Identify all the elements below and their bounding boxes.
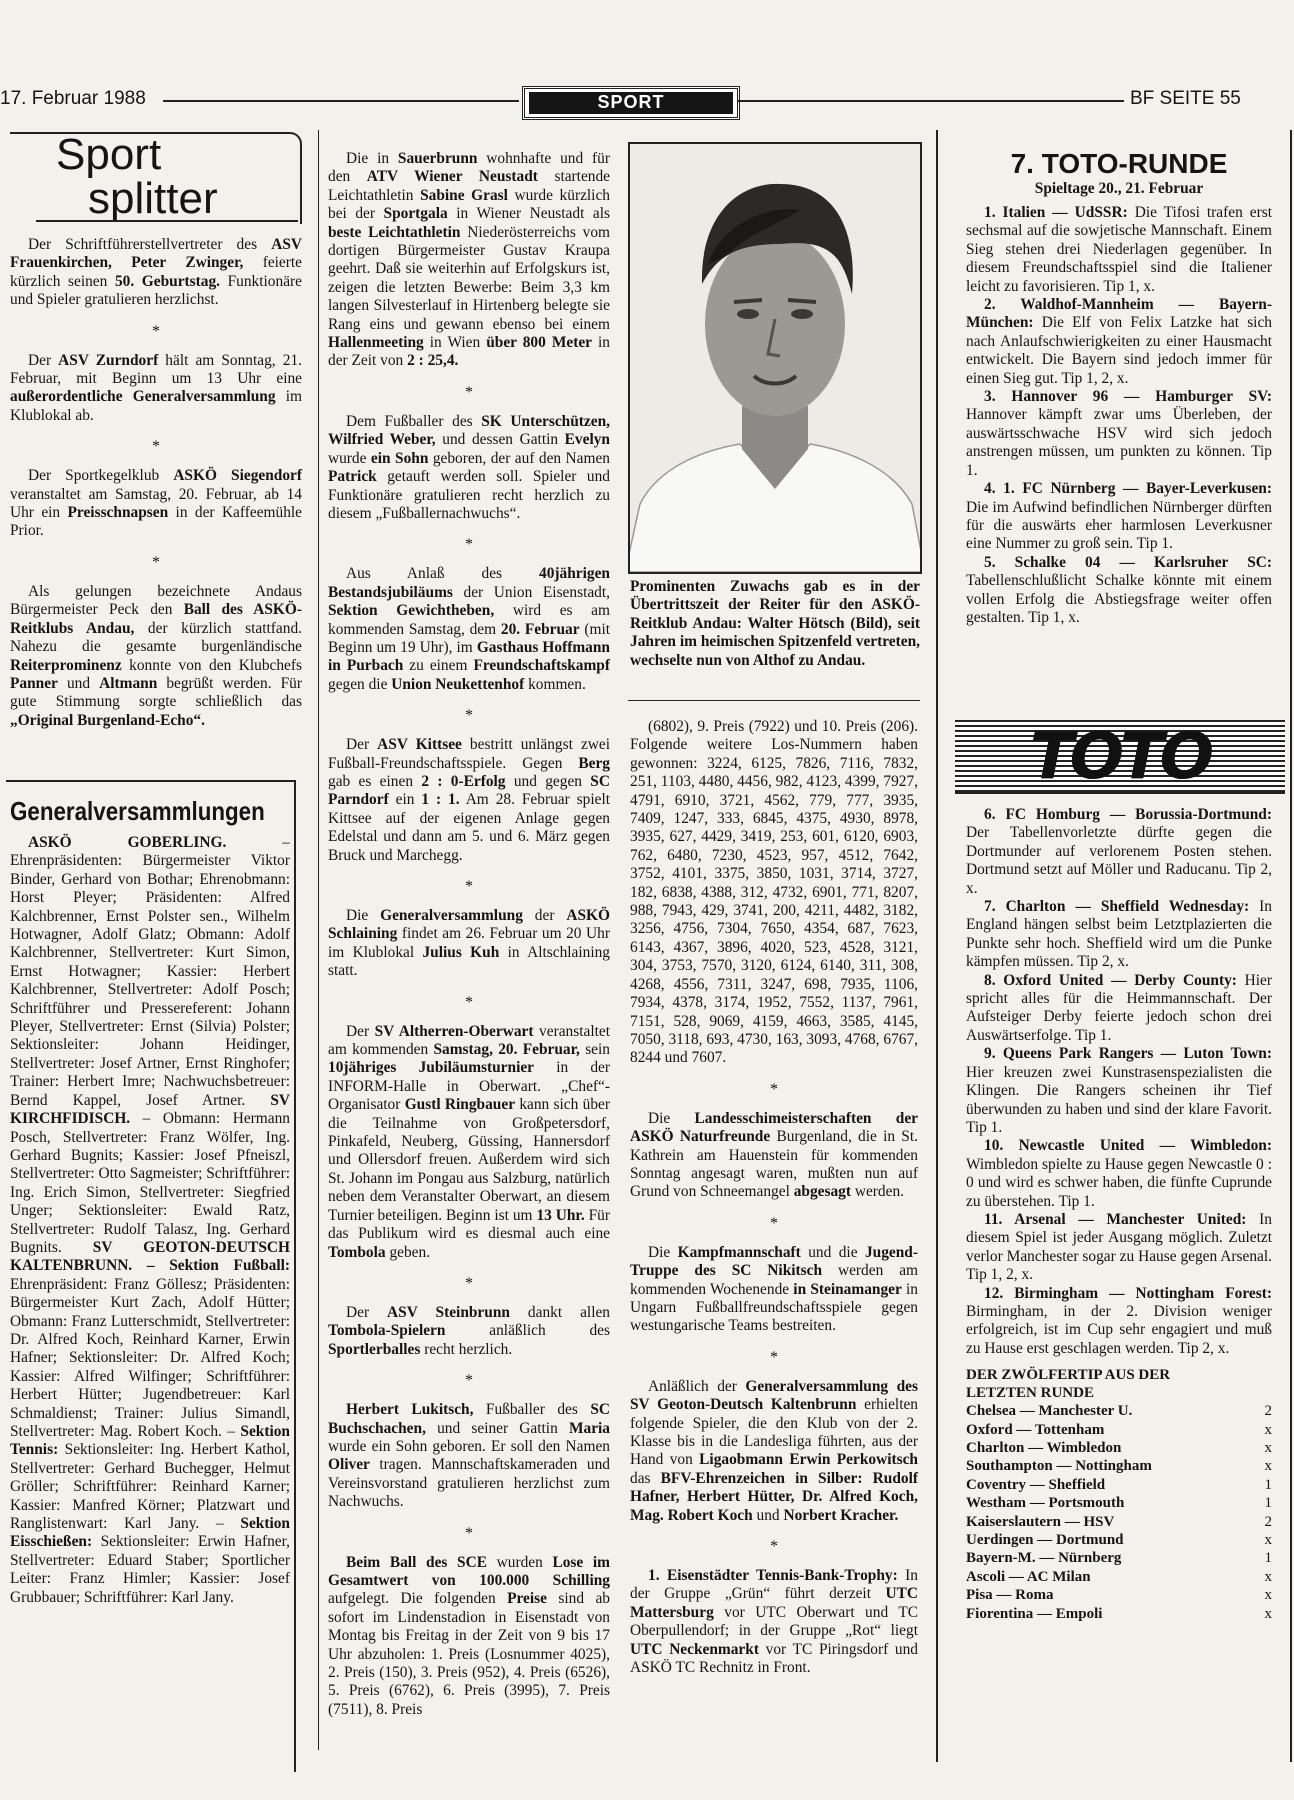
column-divider-1 xyxy=(318,130,319,1750)
sportsplitter-items xyxy=(10,236,302,730)
sportsplitter-item: Als gelungen bezeichnete Andaus Bürgermeister Peck den Ball des ASKÖ-Reitklubs Andau, der kürzlich stattfand. Nahezu die gesamte burgenländische Reiterprominenz konnte von den Klubchefs Panner und Altmann begrüßt werden. Für gute Stimmung sorgte schließlich das „Original Burgenland-Echo“. xyxy=(10,582,302,729)
news-item: Der SV Altherren-Oberwart veranstaltet am kommenden Samstag, 20. Februar, sein 10jähriges Jubiläumsturnier in der INFORM-Halle in Oberwart. „Chef“-Organisator Gustl Ringbauer kann sich über die Teilnahme von Großpetersdorf, Pinkafeld, Neuberg, Güssing, Hannersdorf und Ollersdorf freuen. Außerdem wird sich St. Johann im Pongau aus Salzburg, natürlich neben dem Veranstalter Oberwart, an diesem Turnier beteiligen. Beginn ist um 13 Uhr. Für das Publikum wird es diesmal auch eine Tombola geben. xyxy=(328,1022,611,1261)
last-round-match: Oxford — Tottenham xyxy=(966,1421,1105,1438)
sportsplitter-item: Der Schriftführerstellvertreter des ASV Frauenkirchen, Peter Zwinger, feierte kürzlich seinen 50. Geburtstag. Funktionäre und Spieler gratulieren herzlichst. xyxy=(10,236,302,309)
separator-star: * xyxy=(770,1214,778,1232)
last-round-result: x xyxy=(1264,1587,1272,1604)
last-round-row xyxy=(966,1439,1272,1457)
last-round-match: Southampton — Nottingham xyxy=(966,1458,1152,1475)
toto-game: 11. Arsenal — Manchester United: In diesem Spiel ist jeder Ausgang möglich. Zuletzt verlor Manchester sogar zu Hause gegen Arsenal. Tip 1, 2, x. xyxy=(966,1210,1272,1284)
last-round-result: 2 xyxy=(1264,1403,1272,1420)
last-round-match: Ascoli — AC Milan xyxy=(966,1568,1091,1585)
last-round-match: Bayern-M. — Nürnberg xyxy=(966,1550,1122,1567)
toto-logo: TOTO xyxy=(1029,720,1211,794)
news-item: (6802), 9. Preis (7922) und 10. Preis (206). Folgende weitere Los-Nummern haben gewonnen: 3224, 6125, 7826, 7116, 7832, 251, 1103, 4480, 4456, 982, 4123, 4399, 7927, 4791, 6910, 3721, 4562, 779, 777, 3935, 7409, 1247, 333, 6845, 4375, 4930, 8978, 3935, 627, 4429, 3419, 253, 601, 6120, 6903, 762, 6480, 7230, 4523, 957, 4512, 7642, 3752, 4101, 3375, 3850, 1031, 3714, 3727, 182, 6838, 4388, 312, 4732, 6901, 771, 8207, 988, 7943, 429, 3741, 200, 4211, 4482, 3182, 3256, 4756, 7304, 7650, 4354, 687, 7623, 6143, 4367, 3896, 4020, 523, 4528, 3121, 304, 3753, 7570, 3120, 6124, 6140, 311, 308, 4268, 4556, 7311, 3247, 698, 7935, 1106, 7934, 4378, 3174, 1952, 7552, 1137, 7961, 7151, 528, 9069, 4159, 4663, 3585, 4145, 7050, 3118, 693, 4730, 163, 3093, 4768, 6767, 8244 und 7607. xyxy=(630,718,919,1067)
toto-game: 2. Waldhof-Mannheim — Bayern-München: Die Elf von Felix Latzke hat sich nach Anlaufschwierigkeiten zu einer Hausmacht entwickelt. Die Bayern sind jedoch immer für einen Sieg gut. Tip 1, 2, x. xyxy=(966,296,1272,387)
separator-star: * xyxy=(465,1274,473,1292)
last-round-result: x xyxy=(1264,1532,1272,1549)
sportsplitter-item: Der Sportkegelklub ASKÖ Siegendorf veranstaltet am Samstag, 20. Februar, ab 14 Uhr ein Preisschnapsen in der Kaffeemühle Prior. xyxy=(10,467,302,540)
news-item: Dem Fußballer des SK Unterschützen, Wilfried Weber, und dessen Gattin Evelyn wurde ein Sohn geboren, der auf den Namen Patrick getauft werden soll. Spieler und Funktionäre gratulieren recht herzlich zu diesem „Fußballernachwuchs“. xyxy=(328,412,610,522)
last-round-row xyxy=(966,1513,1272,1531)
caption-rule xyxy=(628,700,920,701)
separator-star: * xyxy=(465,1524,473,1542)
sportsplitter-item: Der ASV Zurndorf hält am Sonntag, 21. Februar, mit Beginn um 13 Uhr eine außerordentliche Generalversammlung im Klublokal ab. xyxy=(10,351,302,424)
news-item: Die in Sauerbrunn wohnhafte und für den ATV Wiener Neustadt startende Leichtathletin Sabine Grasl wurde kürzlich bei der Sportgala in Wiener Neustadt als beste Leichtathletin Niederösterreichs vom dortigen Bürgermeister Gustav Kraupa geehrt. Daß sie weiterhin auf Erfolgskurs ist, zeigen die letzten Bewerbe: Beim 3,3 km langen Silvesterlauf in Hirtenberg belegte sie Rang eins und gewann ebenso bei einem Hallenmeeting in Wien über 800 Meter in der Zeit von 2 : 25,4. xyxy=(328,150,611,370)
toto-game: 12. Birmingham — Nottingham Forest: Birmingham, in der 2. Division weniger erfolgreich, ist im Cup sehr engagiert und muß zu Hause erst geschlagen werden. Tip 2, x. xyxy=(966,1284,1272,1357)
last-round-title: DER ZWÖLFERTIP AUS DER LETZTEN RUNDE xyxy=(966,1367,1171,1402)
last-round-row xyxy=(966,1549,1272,1567)
toto-game: 6. FC Homburg — Borussia-Dortmund: Der Tabellenvorletzte dürfte gegen die Dortmunder auf verlorenem Posten stehen. Dortmund setzt auf Möller und Raducanu. Tip 2, x. xyxy=(966,806,1272,897)
separator-star: * xyxy=(465,1372,473,1390)
column-divider-3 xyxy=(1290,130,1292,1762)
section-label: SPORT xyxy=(529,92,733,114)
news-item: 1. Eisenstädter Tennis-Bank-Trophy: In der Gruppe „Grün“ führt derzeit UTC Mattersburg vor UTC Oberwart und TC Oberpullendorf; in der Gruppe „Rot“ liegt UTC Neckenmarkt vor TC Piringsdorf und ASKÖ TC Rechnitz in Front. xyxy=(630,1567,919,1677)
player-photo xyxy=(630,144,920,572)
separator-star: * xyxy=(770,1538,778,1556)
news-item: Die Generalversammlung der ASKÖ Schlaining findet am 26. Februar um 20 Uhr im Klublokal Julius Kuh in Altschlaining statt. xyxy=(328,907,611,980)
last-round-result: x xyxy=(1264,1440,1272,1456)
separator-star: * xyxy=(465,707,473,725)
last-round-match: Charlton — Wimbledon xyxy=(966,1440,1122,1456)
last-round-row xyxy=(966,1494,1272,1512)
last-round-row xyxy=(966,1586,1272,1604)
toto-logo-box xyxy=(955,720,1285,794)
column-divider-2 xyxy=(936,130,938,1762)
section-label-box xyxy=(522,86,740,120)
separator-star: * xyxy=(152,553,160,571)
toto-title: 7. TOTO-RUNDE xyxy=(1010,148,1228,179)
photo-frame xyxy=(628,142,922,574)
issue-date: 17. Februar 1988 xyxy=(0,88,146,109)
news-item: Herbert Lukitsch, Fußballer des SC Buchschachen, und seiner Gattin Maria wurde ein Sohn geboren. Er soll den Namen Oliver tragen. Mannschaftskameraden und Vereinsvorstand gratulieren herzlichst zum Nachwuchs. xyxy=(328,1401,611,1511)
toto-games-1-5 xyxy=(966,204,1272,627)
sportsplitter-title-line1: Sport xyxy=(56,130,162,179)
last-round-row xyxy=(966,1402,1272,1420)
news-item: Der ASV Steinbrunn dankt allen Tombola-Spielern anläßlich des Sportlerballes recht herzlich. xyxy=(328,1303,610,1358)
toto-column-lower xyxy=(966,806,1272,1623)
news-item: Aus Anlaß des 40jährigen Bestandsjubiläums der Union Eisenstadt, Sektion Gewichtheben, wird es am kommenden Samstag, dem 20. Februar (mit Beginn um 19 Uhr), im Gasthaus Hoffmann in Purbach zu einem Freundschaftskampf gegen die Union Neukettenhof kommen. xyxy=(328,565,611,693)
last-round-table xyxy=(966,1402,1272,1623)
photo-caption: Prominenten Zuwachs gab es in der Übertrittszeit der Reiter für den ASKÖ-Reitklub Andau: Walter Hötsch (Bild), seit Jahren im heimischen Spitzenfeld vertreten, wechselte nun von Althof zu Andau. xyxy=(630,578,920,669)
last-round-result: x xyxy=(1264,1568,1272,1585)
sportsplitter-title xyxy=(10,130,302,230)
last-round-row xyxy=(966,1605,1272,1623)
header-rule-left xyxy=(163,100,519,102)
last-round-row xyxy=(966,1421,1272,1439)
header-rule-right xyxy=(738,100,1124,102)
toto-game: 4. 1. FC Nürnberg — Bayer-Leverkusen: Die im Aufwind befindlichen Nürnberger dürften für die auswärts eher harmlosen Leverkusner eine Nummer zu groß sein. Tip 1. xyxy=(966,480,1272,553)
toto-game: 1. Italien — UdSSR: Die Tifosi trafen erst sechsmal auf die sowjetische Mannschaft. Einem Sieg stehen drei Niederlagen gegenüber. In diesem Freundschaftsspiel sind die Italiener leicht zu favorisieren. Tip 1, x. xyxy=(966,204,1272,295)
last-round-result: 1 xyxy=(1264,1495,1272,1512)
last-round-row xyxy=(966,1476,1272,1494)
sportsplitter-title-frame xyxy=(10,132,302,224)
generalversammlungen-title: Generalversammlungen xyxy=(10,796,265,826)
news-item: Anläßlich der Generalversammlung des SV Geoton-Deutsch Kaltenbrunn erhielten folgende Spieler, die den Klub von der 2. Klasse bis in die Landesliga führten, aus der Hand von Ligaobmann Erwin Perkowitsch das BFV-Ehrenzeichen in Silber: Rudolf Hafner, Herbert Hütter, Dr. Alfred Koch, Mag. Robert Koch und Norbert Kracher. xyxy=(630,1377,918,1524)
generalversammlungen-text: ASKÖ GOBERLING. – Ehrenpräsidenten: Bürgermeister Viktor Binder, Gerhard von Bothar; Ehrenobmann: Horst Pleyer; Präsidenten: Alfred Kalchbrenner, Ernst Polster sen., Wilhelm Hotwagner, Adolf Glatz; Obmann: Adolf Kalchbrenner, Stellvertreter: Kurt Simon, Ernst Hotwagner; Kassier: Herbert Kalchbrenner, Stellvertreter: Adolf Posch; Schriftführer und Pressereferent: Johann Pleyer, Stellvertreter: Ernst (Silvia) Polster; Sektionsleiter: Johann Heidinger, Stellvertreter: Josef Artner, Ernst Ringhofer; Trainer: Herbert Imre; Nachwuchsbetreuer: Bernd Kappel, Josef Artner. SV KIRCHFIDISCH. – Obmann: Hermann Posch, Stellvertreter: Franz Wölfer, Ing. Gerhard Bugnits; Kassier: Josef Pfneiszl, Stellvertreter: Otto Sagmeister; Schriftführer: Ing. Erich Simon, Stellvertreter: Siegfried Unger; Sektionsleiter: Ewald Ratz, Stellvertreter: Rudolf Talasz, Ing. Gerhard Bugnits. SV GEOTON-DEUTSCH KALTENBRUNN. – Sektion Fußball: Ehrenpräsident: Franz Göllesz; Präsidenten: Bürgermeister Kurt Zach, Adolf Hütter; Obmann: Franz Lutterschmidt, Stellvertreter: Dr. Alfred Koch, Reinhard Karner, Erwin Hafner; Sektionsleiter: Dr. Alfred Koch; Kassier: Alfred Wilfinger; Schriftführer: Herbert Hütter; Jugendbetreuer: Karl Schmaldienst; Trainer: Julius Simandl, Stellvertreter: Mag. Robert Koch. – Sektion Tennis: Sektionsleiter: Ing. Herbert Kathol, Stellvertreter: Gerhard Buchegger, Helmut Gröller; Schriftführer: Reinhard Karner; Kassier: Manfred Körner; Platzwart und Ranglistenwart: Karl Jany. – Sektion Eisschießen: Sektionsleiter: Erwin Hafner, Stellvertreter: Eduard Staber; Sportlicher Leiter: Franz Himler; Kassier: Josef Grubbauer; Schriftführer: Karl Jany. xyxy=(10,834,290,1606)
toto-game: 10. Newcastle United — Wimbledon: Wimbledon spielte zu Hause gegen Newcastle 0 : 0 und wird es schwer haben, die fünfte Cuprunde zu überstehen. Tip 1. xyxy=(966,1137,1272,1210)
last-round-match: Chelsea — Manchester U. xyxy=(966,1403,1133,1420)
last-round-result: 2 xyxy=(1264,1513,1272,1530)
sportsplitter-title-underline xyxy=(36,220,298,222)
separator-star: * xyxy=(152,322,160,340)
last-round-row xyxy=(966,1457,1272,1475)
column-3 xyxy=(630,718,918,1691)
last-round-match: Kaiserslautern — HSV xyxy=(966,1513,1115,1530)
separator-star: * xyxy=(465,383,473,401)
last-round-result: 1 xyxy=(1264,1476,1272,1493)
page-number: BF SEITE 55 xyxy=(1130,88,1241,109)
separator-star: * xyxy=(465,878,473,895)
toto-game: 7. Charlton — Sheffield Wednesday: In England hängen selbst beim Letztplazierten die Punkte sehr hoch. Sheffield wird um die Punke kämpfen müssen. Tip 2, x. xyxy=(966,898,1273,971)
separator-star: * xyxy=(152,438,160,456)
generalversammlungen xyxy=(10,796,290,1607)
separator-star: * xyxy=(465,536,473,554)
toto-column xyxy=(966,148,1272,627)
news-item: Die Landesschimeisterschaften der ASKÖ Naturfreunde Burgenland, die in St. Kathrein am Hauenstein für kommenden Sonntag angesagt waren, mußten nun auf Grund von Schneemangel abgesagt werden. xyxy=(630,1109,918,1201)
news-item: Der ASV Kittsee bestritt unlängst zwei Fußball-Freundschaftsspiele. Gegen Berg gab es einen 2 : 0-Erfolg und gegen SC Parndorf ein 1 : 1. Am 28. Februar spielt Kittsee auf der eigenen Anlage gegen Edelstal und dann am 5. und 6. März gegen Bruck und Marchegg. xyxy=(328,736,611,864)
separator-star: * xyxy=(465,993,473,1011)
toto-game: 5. Schalke 04 — Karlsruher SC: Tabellenschlußlicht Schalke könnte mit einem vollen Erfolg die Abstiegsfrage weiter offen gestalten. Tip 1, x. xyxy=(966,553,1272,626)
column-2 xyxy=(328,150,610,1733)
last-round-match: Westham — Portsmouth xyxy=(966,1495,1125,1512)
news-item: Die Kampfmannschaft und die Jugend-Truppe des SC Nikitsch werden am kommenden Wochenende in Steinamanger in Ungarn Fußballfreundschaftsspiele gegen westungarische Teams bestreiten. xyxy=(630,1243,918,1335)
last-round-match: Uerdingen — Dortmund xyxy=(966,1532,1124,1549)
last-round-result: x xyxy=(1264,1605,1272,1622)
toto-subtitle: Spieltage 20., 21. Februar xyxy=(1034,180,1204,197)
last-round-match: Coventry — Sheffield xyxy=(966,1476,1106,1493)
last-round-match: Pisa — Roma xyxy=(966,1587,1054,1604)
last-round-result: 1 xyxy=(1264,1550,1272,1567)
separator-star: * xyxy=(770,1080,778,1098)
sportsplitter-title-line2: splitter xyxy=(88,174,218,223)
news-item: Beim Ball des SCE wurden Lose im Gesamtwert von 100.000 Schilling aufgelegt. Die folgenden Preise sind ab sofort im Lindenstadion in Eisenstadt von Montag bis Freitag in der Zeit von 9 bis 17 Uhr abzuholen: 1. Preis (Losnummer 4025), 2. Preis (150), 3. Preis (952), 4. Preis (6526), 5. Preis (6762), 6. Preis (3995), 7. Preis (7511), 8. Preis xyxy=(328,1553,610,1718)
toto-game: 9. Queens Park Rangers — Luton Town: Hier kreuzen zwei Kunstrasenspezialisten die Klingen. Die Rangers scheinen ihr Tief überwunden zu haben und sind der klare Favorit. Tip 1. xyxy=(966,1045,1272,1136)
last-round-row xyxy=(966,1531,1272,1549)
separator-star: * xyxy=(770,1348,778,1366)
last-round-row xyxy=(966,1568,1272,1586)
toto-game: 8. Oxford United — Derby County: Hier spricht alles für die Heimmannschaft. Der Aufsteiger Derby feierte jedoch schon drei Auswärtserfolge. Tip 1. xyxy=(966,971,1272,1044)
last-round-match: Fiorentina — Empoli xyxy=(966,1605,1103,1622)
column-sportsplitter xyxy=(10,130,302,744)
toto-games-6-12 xyxy=(966,806,1272,1358)
last-round-result: x xyxy=(1264,1458,1272,1475)
toto-game: 3. Hannover 96 — Hamburger SV: Hannover kämpft zwar ums Überleben, der auswärtsschwache HSV wird sich jedoch anstrengen müssen, um punkten zu können. Tip 1. xyxy=(966,388,1272,479)
last-round-result: x xyxy=(1264,1421,1272,1438)
